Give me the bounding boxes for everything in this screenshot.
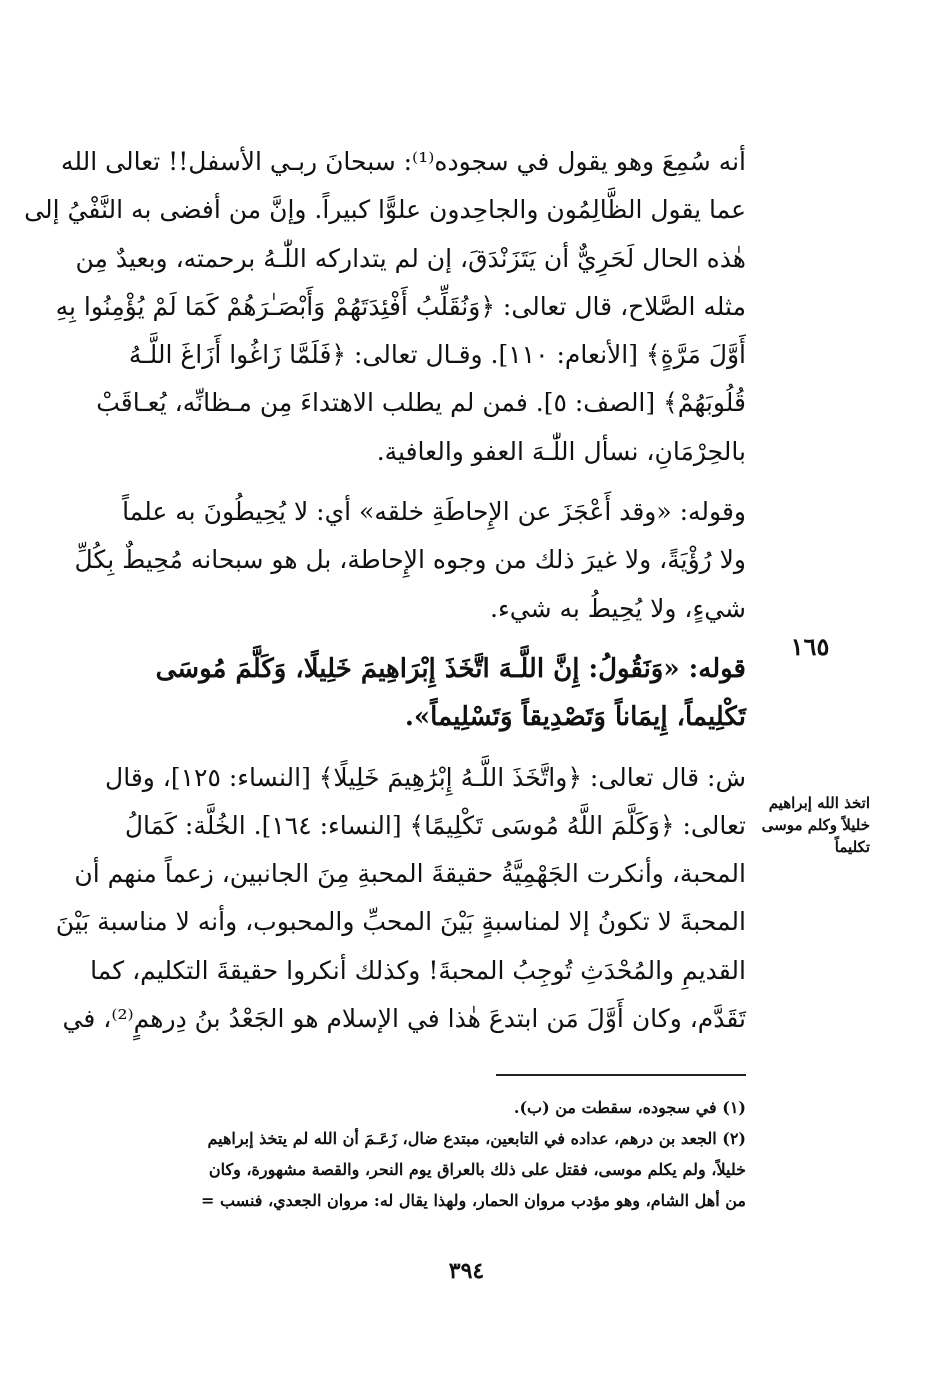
- text-line: هٰذه الحال لَحَرِيٌّ أن يَتَزَنْدَقَ، إن لم يتداركه اللّٰـهُ برحمته، وبعيدٌ مِن: [75, 243, 746, 273]
- text-line: تعالى: ﴿وَكَلَّمَ اللَّهُ مُوسَى تَكْلِيمًا﴾ [النساء: ١٦٤]. الخُلَّة: كَمَالُ: [124, 810, 746, 840]
- page-number: ٣٩٤: [448, 1258, 485, 1284]
- text-line: قُلُوبَهُمْ﴾ [الصف: ٥]. فمن لم يطلب الاهتداءَ مِن مـظانِّه، يُعـاقَبْ: [96, 388, 746, 418]
- text-line: عما يقول الظَّالِمُون والجاحِدون علوًّا كبيراً. وإنَّ من أفضى به النَّفْيُ إلى: [24, 195, 746, 225]
- text-line: أنه سُمِعَ وهو يقول في سجوده⁽¹⁾: سبحانَ ربـي الأسفل!! تعالى الله: [60, 147, 746, 176]
- text-line: بالحِرْمَانِ، نسأل اللّٰـهَ العفو والعافية.: [376, 436, 746, 466]
- text-line: المحبةَ لا تكونُ إلا لمناسبةٍ بَيْنَ المحبِّ والمحبوب، وأنه لا مناسبة بَيْنَ: [55, 907, 746, 937]
- footnote-line: (١) في سجوده، سقطت من (ب).: [513, 1098, 746, 1117]
- margin-note: [761, 792, 870, 858]
- text-line: أَوَّلَ مَرَّةٍ﴾ [الأنعام: ١١٠]. وقـال تعالى: ﴿فَلَمَّا زَاغُوا أَزَاغَ اللَّـهُ: [128, 340, 746, 370]
- paragraph-1: [24, 138, 746, 476]
- text-line: مثله الصَّلاح، قال تعالى: ﴿وَنُقَلِّبُ أَفْئِدَتَهُمْ وَأَبْصَـٰرَهُمْ كَمَا لَمْ يُؤْمِنُوا بِهِ: [55, 291, 746, 321]
- margin-section-number: ١٦٥: [790, 632, 830, 661]
- footnotes: [78, 1092, 746, 1216]
- text-line: تَقَدَّم، وكان أَوَّلَ مَن ابتدعَ هٰذا في الإسلام هو الجَعْدُ بنُ دِرهمٍ⁽²⁾، في: [62, 1004, 746, 1034]
- text-line: تَكْلِيماً، إِيمَاناً وَتَصْدِيقاً وَتَسْلِيماً».: [404, 702, 746, 733]
- paragraph-2: [74, 488, 746, 633]
- text-line: ش: قال تعالى: ﴿واتَّخَذَ اللَّـهُ إِبْرَٰهِيمَ خَلِيلًا﴾ [النساء: ١٢٥]، وقال: [105, 762, 746, 792]
- paragraph-4-commentary: [55, 754, 746, 1044]
- footnote-divider: [496, 1074, 746, 1076]
- margin-note-line: تكليماً: [834, 838, 870, 856]
- margin-note-line: اتخذ الله إبراهيم: [768, 794, 870, 812]
- text-line: وقوله: «وقد أَعْجَزَ عن الإِحاطَةِ خلقه» أي: لا يُحِيطُونَ به علماً: [122, 497, 746, 527]
- footnote-line: خليلاً، ولم يكلم موسى، فقتل على ذلك بالعراق يوم النحر، والقصة مشهورة، وكان: [208, 1160, 746, 1179]
- text-line: شيءٍ، ولا يُحِيطُ به شيء.: [490, 593, 746, 623]
- text-line: القديمِ والمُحْدَثِ تُوجِبُ المحبةَ! وكذلك أنكروا حقيقةَ التكليم، كما: [90, 955, 746, 985]
- footnote-line: من أهل الشام، وهو مؤدب مروان الحمار، ولهذا يقال له: مروان الجعدي، فنسب =: [200, 1191, 746, 1210]
- main-text: [24, 138, 746, 1043]
- paragraph-3-matn: [78, 645, 746, 742]
- footnote-line: (٢) الجعد بن درهم، عداده في التابعين، مبتدع ضال، زَعَـمَ أن الله لم يتخذ إبراهيم: [207, 1129, 746, 1148]
- text-line: المحبة، وأنكرت الجَهْمِيَّةُ حقيقةَ المحبةِ مِنَ الجانبين، زعماً منهم أن: [74, 859, 746, 889]
- margin-note-line: خليلاً وكلم موسى: [761, 816, 870, 834]
- text-line: ولا رُؤْيَةً، ولا غيرَ ذلك من وجوه الإِحاطة، بل هو سبحانه مُحِيطٌ بِكُلِّ: [74, 545, 746, 575]
- text-line: قوله: «وَنَقُولُ: إِنَّ اللَّـهَ اتَّخَذَ إِبْرَاهِيمَ خَلِيلًا، وَكَلَّمَ مُوسَى: [155, 653, 746, 684]
